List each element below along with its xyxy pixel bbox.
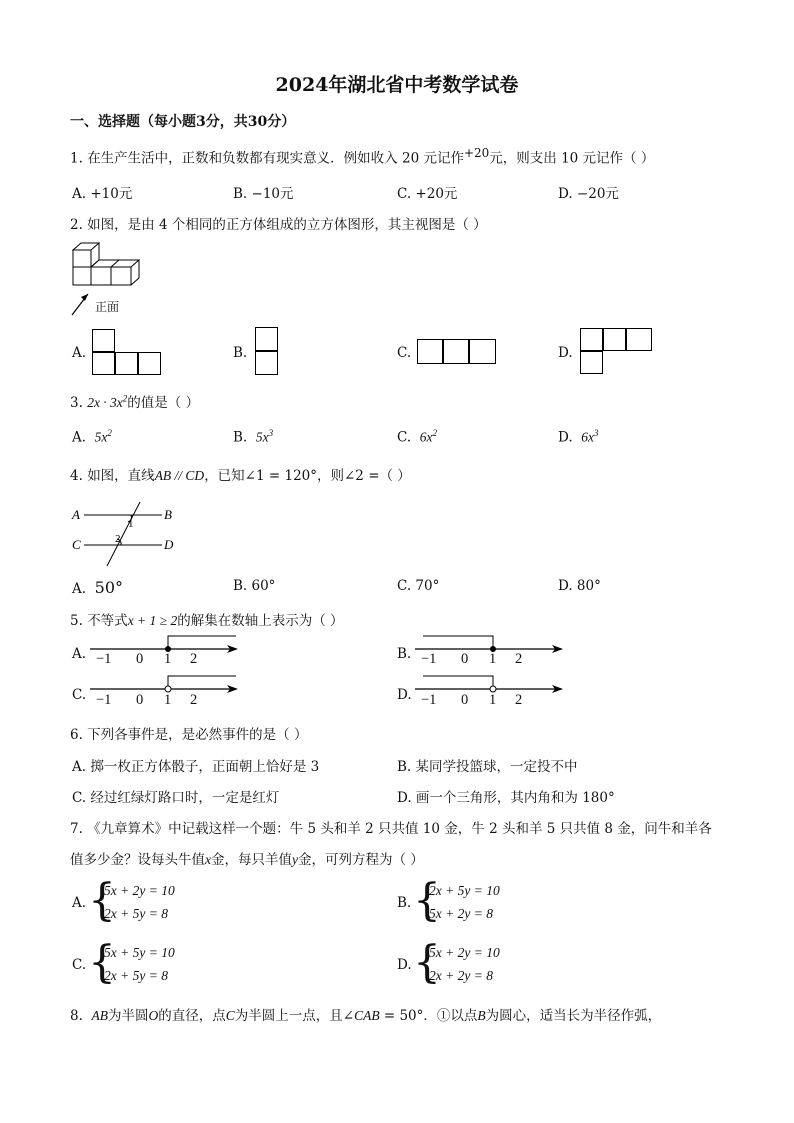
q7-option-d-eq2: 2x + 2y = 8 xyxy=(429,968,493,983)
q1-option-c[interactable]: C. +20元 xyxy=(397,186,458,202)
q6-option-b[interactable]: B. 某同学投篮球，一定投不中 xyxy=(397,759,578,775)
q4-text-mid: ，已知∠1 = 120°，则∠2 =（ ） xyxy=(204,468,411,484)
q5-a-tick-neg1: −1 xyxy=(96,651,112,667)
q2-option-c-label[interactable]: C. xyxy=(397,345,412,361)
q7-option-b-eq1: 2x + 5y = 10 xyxy=(429,883,500,898)
q5-b-tick-neg1: −1 xyxy=(421,651,437,667)
q7-text-a: 值多少金？设每头牛值 xyxy=(70,852,205,868)
question-7-line-1: 7. 《九章算术》中记载这样一个题：牛 5 头和羊 2 只共值 10 金，牛 2 头和羊 5 只共值 8 金，问牛和羊各 xyxy=(70,821,712,837)
q7-text-b: 金，每只羊值 xyxy=(211,852,292,868)
q8-cab: CAB xyxy=(354,1008,380,1023)
q8-text-4: = 50°．①以点 xyxy=(379,1008,478,1024)
q7-option-a-eq1: 5x + 2y = 10 xyxy=(104,883,175,898)
q4-option-a-label: A. xyxy=(72,581,87,597)
q7-var-x: x xyxy=(205,852,211,867)
q1-text-pre: 在生产生活中，正数和负数都有现实意义．例如收入 20 元记作 xyxy=(87,150,464,167)
q8-number: 8. xyxy=(70,1008,83,1024)
q7-option-c-system[interactable] xyxy=(104,941,175,987)
q3-number: 3. xyxy=(70,395,83,411)
q7-option-d-system[interactable] xyxy=(429,941,500,987)
q5-number: 5. xyxy=(70,613,83,629)
q4-text-pre: 如图，直线 xyxy=(87,468,155,484)
q8-c: C xyxy=(225,1008,235,1023)
q5-a-tick-1: 1 xyxy=(164,651,172,667)
q1-value: +20 xyxy=(463,146,490,160)
q2-option-b-label[interactable]: B. xyxy=(233,345,248,361)
q7-option-d-brace: { xyxy=(413,937,441,988)
q3-option-d[interactable] xyxy=(558,428,598,446)
q7-option-c-eq1: 5x + 5y = 10 xyxy=(104,945,175,960)
q5-a-tick-0: 0 xyxy=(136,651,144,667)
q3-exponent: 2 xyxy=(122,393,128,404)
q3-option-b[interactable] xyxy=(233,428,273,446)
q5-option-a-label[interactable]: A. xyxy=(72,646,87,662)
q5-text-post: 的解集在数轴上表示为（ ） xyxy=(177,613,344,629)
question-4 xyxy=(70,464,411,484)
q2-option-a-label[interactable]: A. xyxy=(72,345,87,361)
q6-option-c[interactable]: C. 经过红绿灯路口时，一定是红灯 xyxy=(72,790,280,806)
q7-option-d-label[interactable]: D. xyxy=(397,957,412,973)
q3-text-post: 的值是（ ） xyxy=(127,395,200,411)
q5-option-c-label[interactable]: C. xyxy=(72,687,87,703)
q1-option-a[interactable]: A. +10元 xyxy=(72,186,133,202)
q8-text-2: 的直径，点 xyxy=(158,1008,226,1024)
q7-option-c-label[interactable]: C. xyxy=(72,957,87,973)
q7-option-c-brace: { xyxy=(88,937,116,988)
q4-option-d[interactable]: D. 80° xyxy=(558,578,601,594)
q1-number: 1. xyxy=(70,150,83,167)
q1-option-d[interactable]: D. −20元 xyxy=(558,186,619,202)
q5-d-tick-2: 2 xyxy=(515,692,523,708)
q5-c-tick-2: 2 xyxy=(190,692,198,708)
question-3 xyxy=(70,391,199,411)
q3-option-b-label: B. xyxy=(233,429,248,446)
q8-ab: AB xyxy=(91,1008,108,1023)
q5-option-d-label[interactable]: D. xyxy=(397,687,412,703)
q4-option-c[interactable]: C. 70° xyxy=(397,578,440,594)
q5-c-tick-0: 0 xyxy=(136,692,144,708)
q3-option-c-exp: 2 xyxy=(432,428,437,438)
q8-text-5: 为圆心，适当长为半径作弧， xyxy=(485,1008,662,1024)
q4-option-b[interactable]: B. 60° xyxy=(233,578,276,594)
q5-b-tick-0: 0 xyxy=(461,651,469,667)
q7-option-b-system[interactable] xyxy=(429,879,500,925)
q5-c-tick-neg1: −1 xyxy=(96,692,112,708)
q7-option-d-eq1: 5x + 2y = 10 xyxy=(429,945,500,960)
q7-option-a-brace: { xyxy=(88,875,116,926)
q7-option-b-label[interactable]: B. xyxy=(397,895,412,911)
q3-option-a-label: A. xyxy=(72,429,87,446)
q1-option-b[interactable]: B. −10元 xyxy=(233,186,294,202)
q8-b: B xyxy=(477,1008,486,1023)
question-7-line-2 xyxy=(70,848,424,868)
question-2: 2. 如图，是由 4 个相同的正方体组成的立方体图形，其主视图是（ ） xyxy=(70,217,487,233)
q3-option-b-base: 5x xyxy=(255,429,269,445)
q3-option-b-exp: 3 xyxy=(268,428,274,438)
q7-var-y: y xyxy=(292,852,298,867)
q6-option-a[interactable]: A. 掷一枚正方体骰子，正面朝上恰好是 3 xyxy=(72,759,320,775)
q3-option-c-base: 6x xyxy=(419,429,433,445)
q7-option-b-brace: { xyxy=(413,875,441,926)
q7-text-c: 金，可列方程为（ ） xyxy=(298,852,424,868)
fig-label-a: A xyxy=(72,507,80,522)
q8-text-1: 为半圆 xyxy=(107,1008,149,1024)
front-label: 正面 xyxy=(95,300,120,314)
fig-label-c: C xyxy=(72,537,81,552)
q5-d-tick-neg1: −1 xyxy=(421,692,437,708)
q1-text-post: 元，则支出 10 元记作（ ） xyxy=(489,150,655,167)
question-6: 6. 下列各事件是，是必然事件的是（ ） xyxy=(70,727,308,743)
q7-option-b-eq2: 5x + 2y = 8 xyxy=(429,906,493,921)
q7-option-a-system[interactable] xyxy=(104,879,175,925)
fig-label-d: D xyxy=(164,537,174,552)
parallel-lines-figure xyxy=(70,500,190,570)
q4-option-a-value: 50° xyxy=(94,578,123,597)
q7-option-a-label[interactable]: A. xyxy=(72,895,87,911)
q5-option-b-label[interactable]: B. xyxy=(397,646,412,662)
q5-b-tick-1: 1 xyxy=(489,651,497,667)
q3-option-a-base: 5x xyxy=(94,429,108,445)
q2-option-d-label[interactable]: D. xyxy=(558,345,573,361)
q8-text-3: 为半圆上一点，且∠ xyxy=(234,1008,355,1024)
page-title: 2024年湖北省中考数学试卷 xyxy=(275,74,519,96)
q3-option-d-label: D. xyxy=(558,429,573,446)
q3-option-a[interactable] xyxy=(72,428,112,446)
q8-o: O xyxy=(148,1008,159,1023)
section-heading: 一、选择题（每小题3分，共30分） xyxy=(70,114,296,130)
q3-option-d-exp: 3 xyxy=(593,428,599,438)
q4-option-a[interactable] xyxy=(72,578,123,597)
q3-option-d-base: 6x xyxy=(581,429,594,445)
q7-option-c-eq2: 2x + 5y = 8 xyxy=(104,968,168,983)
q4-number: 4. xyxy=(70,468,83,484)
q5-inequality: x + 1 ≥ 2 xyxy=(127,613,178,628)
q4-lines: AB // CD xyxy=(154,468,205,483)
q3-option-c[interactable] xyxy=(397,428,437,446)
q5-d-tick-0: 0 xyxy=(461,692,469,708)
question-1 xyxy=(70,146,654,167)
question-5 xyxy=(70,609,344,629)
q5-b-tick-2: 2 xyxy=(515,651,523,667)
q5-d-tick-1: 1 xyxy=(489,692,497,708)
q5-a-tick-2: 2 xyxy=(190,651,198,667)
angle-2-label: 2 xyxy=(115,533,121,545)
q3-option-a-exp: 2 xyxy=(107,428,112,438)
q3-expression: 2x · 3x xyxy=(87,395,123,410)
fig-label-b: B xyxy=(164,507,172,522)
q3-option-c-label: C. xyxy=(397,429,412,446)
q5-text-pre: 不等式 xyxy=(87,613,128,629)
angle-1-label: 1 xyxy=(128,518,134,530)
question-8 xyxy=(70,1004,661,1024)
q5-c-tick-1: 1 xyxy=(164,692,172,708)
q7-option-a-eq2: 2x + 5y = 8 xyxy=(104,906,168,921)
q6-option-d[interactable]: D. 画一个三角形，其内角和为 180° xyxy=(397,790,615,806)
